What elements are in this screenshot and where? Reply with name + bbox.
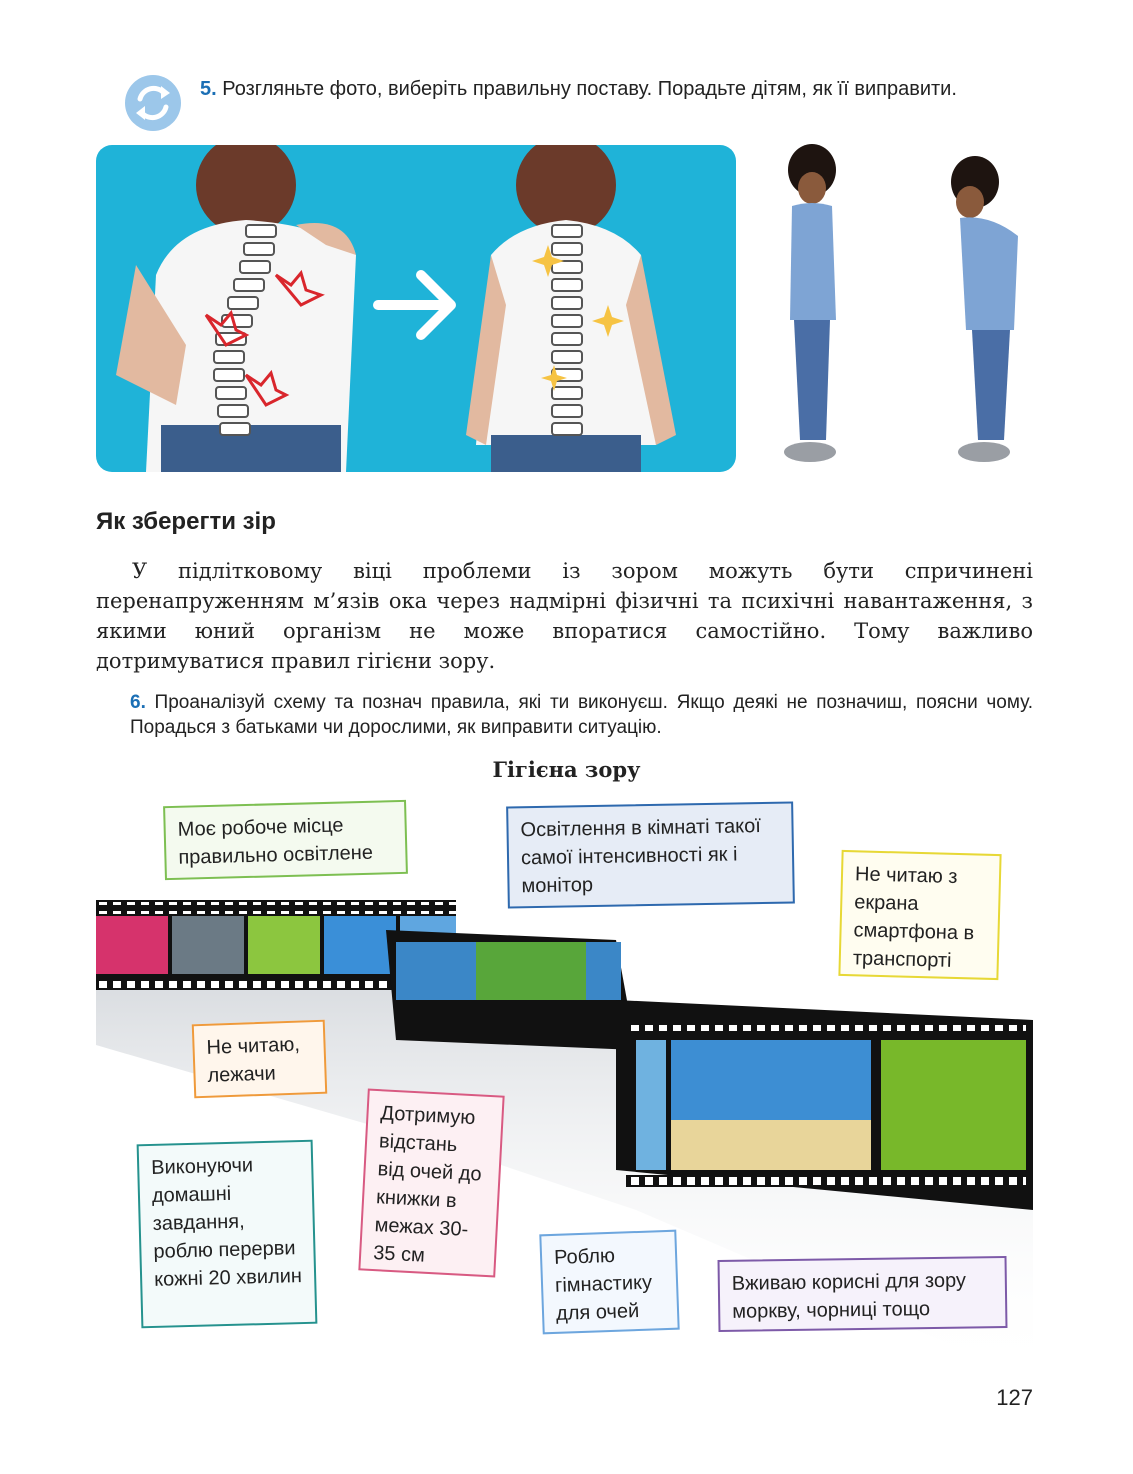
page-number: 127	[996, 1385, 1033, 1410]
task-text: Проаналізуй схему та познач правила, які ти виконуєш. Якщо деякі не позначиш, поясни чому. Порадься з батьками чи дорослими, як виправити ситуацію.	[130, 692, 1033, 738]
rule-card[interactable]: Не читаю з екрана смартфона в транспорті	[838, 850, 1001, 980]
rule-card[interactable]: Не читаю, лежачи	[192, 1020, 328, 1099]
task-6	[130, 690, 1033, 740]
rule-card[interactable]: Дотримую відстань від очей до книжки в межах 30-35 см	[358, 1089, 504, 1278]
task-number: 6.	[130, 692, 146, 713]
boy-bad-posture	[951, 156, 1018, 462]
scheme-title: Гігієна зору	[492, 757, 641, 782]
rule-card[interactable]: Освітлення в кімнаті такої самої інтенсивності як і монітор	[506, 802, 795, 909]
rule-card[interactable]: Вживаю корисні для зору моркву, чорниці тощо	[718, 1256, 1008, 1332]
posture-photo-woman	[96, 145, 736, 472]
task-5	[200, 76, 1033, 102]
rule-card[interactable]: Виконуючи домашні завдання, роблю перерви кожні 20 хвилин	[137, 1140, 318, 1329]
task-number: 5.	[200, 78, 217, 100]
boy-good-posture	[784, 144, 836, 462]
refresh-arrows-icon	[124, 74, 182, 132]
section-title: Як зберегти зір	[96, 508, 276, 535]
posture-photo-boys	[760, 140, 1040, 475]
rule-card[interactable]: Роблю гімнастику для очей	[539, 1230, 679, 1335]
task-text: Розгляньте фото, виберіть правильну поставу. Порадьте дітям, як її виправити.	[222, 78, 957, 100]
rule-card[interactable]: Моє робоче місце правильно освітлене	[163, 800, 408, 880]
section-paragraph: У підлітковому віці проблеми із зором можуть бути спричинені перенапруженням м’язів ока через надмірні фізичні та психічні навантаження, з якими юний організм не може впоратися самостійно. Тому важливо дотримуватися правил гігієни зору.	[96, 559, 1033, 673]
